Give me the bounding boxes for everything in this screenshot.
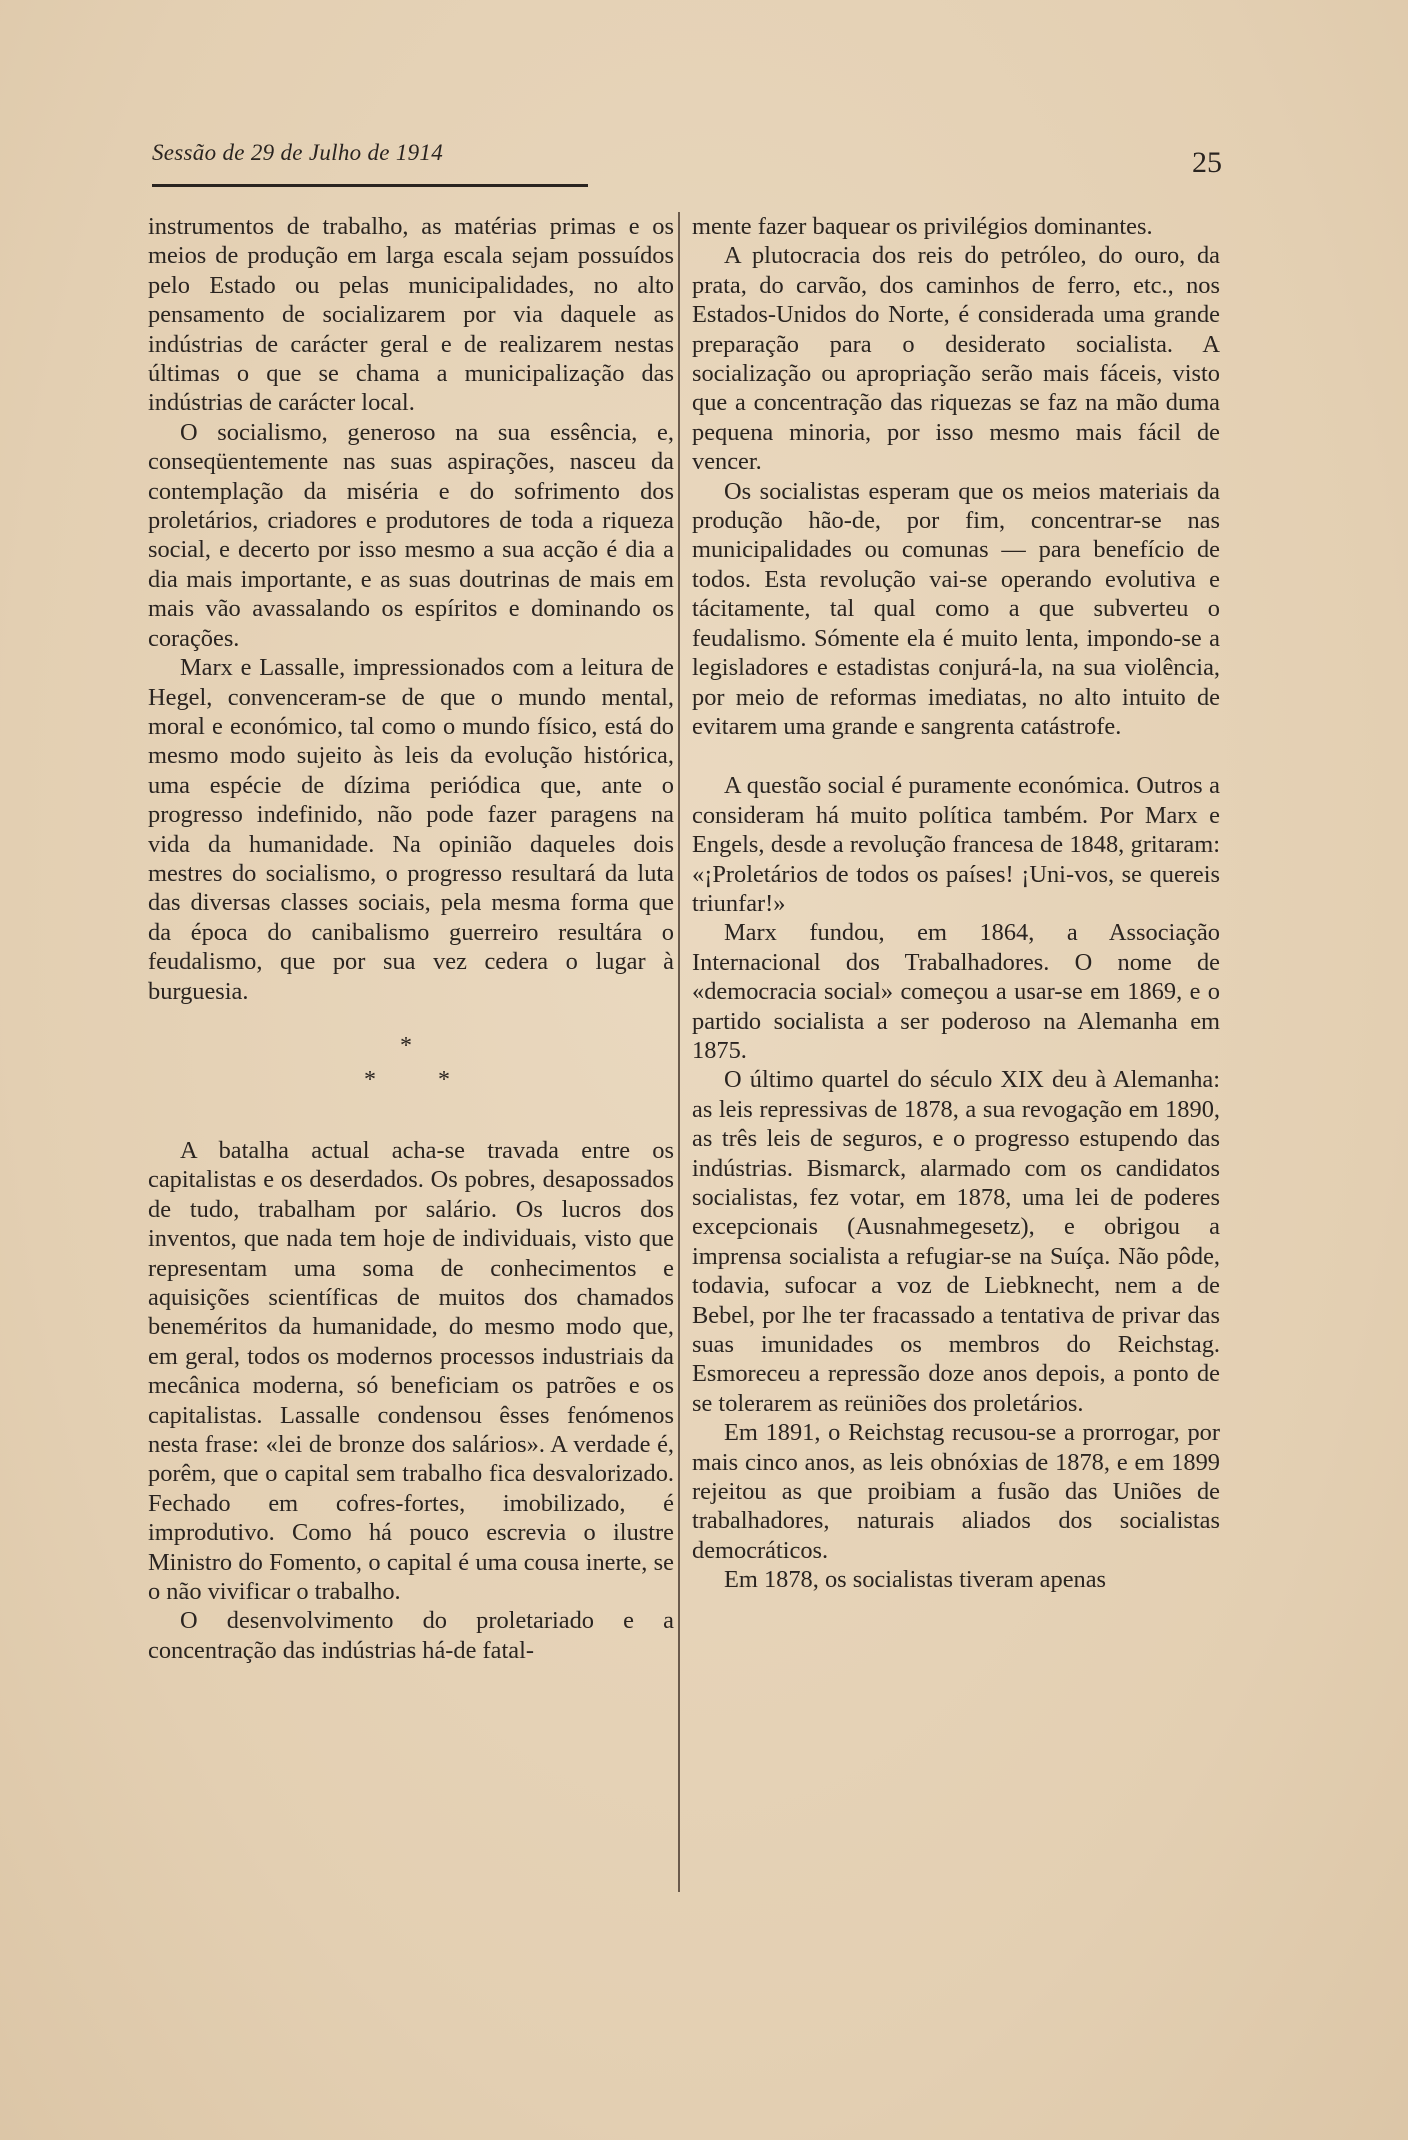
right-column xyxy=(692,212,1220,1595)
paragraph: mente fazer baquear os privilégios dominantes. xyxy=(692,213,1153,240)
column-divider xyxy=(678,212,680,1892)
paragraph-gap xyxy=(692,741,1220,771)
paragraph: Em 1891, o Reichstag recusou-se a prorrogar, por mais cinco anos, as leis obnóxias de 1878, e em 1899 rejeitou as que proibiam a fusão das Uniões de trabalhadores, naturais aliados dos socialistas democráticos. xyxy=(692,1419,1220,1564)
asterisk-glyph: * xyxy=(438,1066,450,1093)
asterisk-glyph: * xyxy=(400,1032,412,1059)
running-head: Sessão de 29 de Julho de 1914 xyxy=(152,140,444,165)
asterisk-glyph: * xyxy=(364,1066,376,1093)
paragraph: Marx e Lassalle, impressionados com a leitura de Hegel, convenceram-se de que o mundo mental, moral e económico, tal como o mundo físico, está do mesmo modo sujeito às leis da evolução histórica, uma espécie de dízima periódica que, ante o progresso indefinido, não pode fazer paragens na vida da humanidade. Na opinião daqueles dois mestres do socialismo, o progresso resultará da luta das diversas classes sociais, pela mesma forma que da época do canibalismo guerreiro resultára o feudalismo, que por sua vez cedera o lugar à burguesia. xyxy=(148,654,674,1005)
paragraph: Marx fundou, em 1864, a Associação Internacional dos Trabalhadores. O nome de «democracia social» começou a usar-se em 1869, e o partido socialista a ser poderoso na Alemanha em 1875. xyxy=(692,919,1220,1064)
paragraph: O socialismo, generoso na sua essência, e, conseqüentemente nas suas aspirações, nasceu da contemplação da miséria e do sofrimento dos proletários, criadores e produtores de toda a riqueza social, e decerto por isso mesmo a sua acção é dia a dia mais importante, e as suas doutrinas de mais em mais vão avassalando os espíritos e dominando os corações. xyxy=(148,418,674,652)
header-rule xyxy=(152,184,588,187)
left-column xyxy=(148,212,674,1665)
paragraph: O último quartel do século XIX deu à Alemanha: as leis repressivas de 1878, a sua revogação em 1890, as três leis de seguros, e o progresso estupendo das indústrias. Bismarck, alarmado com os candidatos socialistas, fez votar, em 1878, uma lei de poderes excepcionais (Ausnahmegesetz), e obrigou a imprensa socialista a refugiar-se na Suíça. Não pôde, todavia, sufocar a voz de Liebknecht, nem a de Bebel, por lhe ter fracassado a tentativa de privar das suas imunidades os membros do Reichstag. Esmoreceu a repressão doze anos depois, a ponto de se tolerarem as reüniões dos proletários. xyxy=(692,1066,1220,1417)
section-asterism xyxy=(148,1006,674,1136)
page-header xyxy=(152,140,1222,180)
page-number: 25 xyxy=(1192,146,1222,179)
paragraph: instrumentos de trabalho, as matérias primas e os meios de produção em larga escala sejam possuídos pelo Estado ou pelas municipalidades, no alto pensamento de socializarem por via daquele as indústrias de carácter geral e de realizarem nestas últimas o que se chama a municipalização das indústrias de carácter local. xyxy=(148,213,674,417)
paragraph: Os socialistas esperam que os meios materiais da produção hão-de, por fim, concentrar-se nas municipalidades ou comunas — para benefício de todos. Esta revolução vai-se operando evolutiva e tácitamente, tal qual como a que subverteu o feudalismo. Sómente ela é muito lenta, impondo-se a legisladores e estadistas conjurá-la, na sua violência, por meio de reformas imediatas, no alto intuito de evitarem uma grande e sangrenta catástrofe. xyxy=(692,477,1220,740)
paragraph: A questão social é puramente económica. Outros a consideram há muito política também. Por Marx e Engels, desde a revolução francesa de 1848, gritaram: «¡Proletários de todos os países! ¡Uni-vos, se quereis triunfar!» xyxy=(692,772,1220,917)
paragraph: A batalha actual acha-se travada entre os capitalistas e os deserdados. Os pobres, desapossados de tudo, trabalham por salário. Os lucros dos inventos, que nada tem hoje de individuais, visto que representam uma soma de conhecimentos e aquisições scientíficas de muitos dos chamados beneméritos da humanidade, do mesmo modo que, em geral, todos os modernos processos industriais da mecânica moderna, só beneficiam os patrões e os capitalistas. Lassalle condensou êsses fenómenos nesta frase: «lei de bronze dos salários». A verdade é, porêm, que o capital sem trabalho fica desvalorizado. Fechado em cofres-fortes, imobilizado, é improdutivo. Como há pouco escrevia o ilustre Ministro do Fomento, o capital é uma cousa inerte, se o não vivificar o trabalho. xyxy=(148,1136,674,1606)
paragraph: A plutocracia dos reis do petróleo, do ouro, da prata, do carvão, dos caminhos de ferro, etc., nos Estados-Unidos do Norte, é considerada uma grande preparação para o desiderato socialista. A socialização ou apropriação serão mais fáceis, visto que a concentração das riquezas se faz na mão duma pequena minoria, por isso mesmo mais fácil de vencer. xyxy=(692,242,1220,476)
paragraph: Em 1878, os socialistas tiveram apenas xyxy=(724,1566,1107,1594)
paragraph: O desenvolvimento do proletariado e a concentração das indústrias há-de fatal- xyxy=(148,1607,674,1664)
